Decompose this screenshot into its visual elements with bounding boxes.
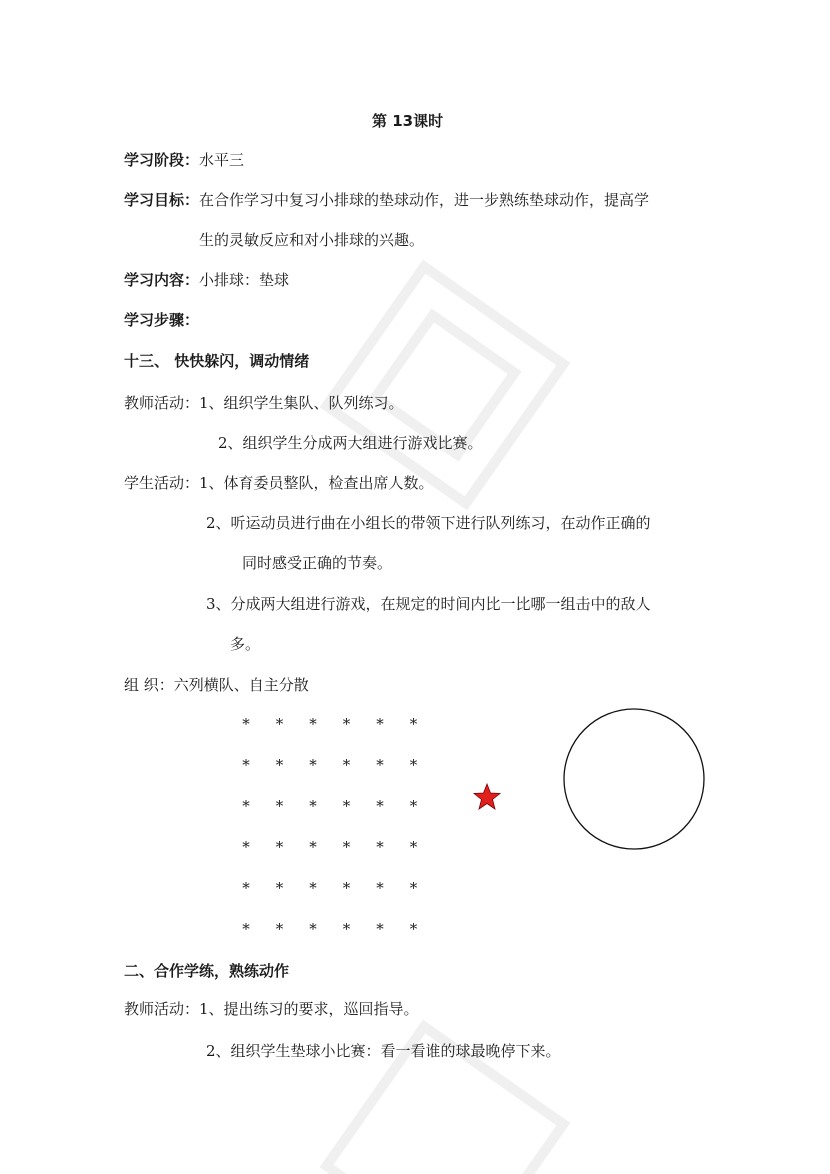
section1-student-line1	[124, 473, 434, 493]
student-mark: *	[309, 756, 317, 774]
stage-value: 水平三	[199, 151, 245, 169]
section2-heading: 二、合作学练，熟练动作	[124, 962, 290, 980]
student-mark: *	[376, 756, 384, 774]
student-mark: *	[409, 797, 418, 815]
student-mark: *	[275, 756, 284, 774]
section1-teacher-line1	[124, 393, 404, 413]
student-mark: *	[342, 879, 351, 897]
student-mark: *	[275, 797, 284, 815]
student-mark: *	[309, 797, 317, 815]
section2-teacher-label: 教师活动：	[124, 1000, 200, 1018]
section1-heading: 十三、 快快躲闪，调动情绪	[124, 352, 310, 370]
section1-student-item2-line1: 2、听运动员进行曲在小组长的带领下进行队列练习，在动作正确的	[206, 514, 651, 532]
student-mark: *	[342, 715, 351, 733]
section2-teacher-line1	[124, 999, 419, 1019]
student-mark: *	[376, 879, 384, 897]
section2-teacher-item1: 1、提出练习的要求，巡回指导。	[199, 1000, 419, 1018]
student-mark: *	[309, 920, 317, 938]
student-mark: *	[342, 920, 351, 938]
student-mark: *	[409, 838, 418, 856]
student-mark: *	[376, 715, 384, 733]
student-mark: *	[342, 797, 351, 815]
section1-student-item1: 1、体育委员整队，检查出席人数。	[199, 474, 434, 492]
student-mark: *	[242, 715, 250, 733]
organization-value: 六列横队、自主分散	[173, 676, 309, 694]
student-mark: *	[275, 879, 284, 897]
student-mark: *	[242, 879, 250, 897]
section2-teacher-item2: 2、组织学生垫球小比赛：看一看谁的球最晚停下来。	[206, 1042, 561, 1060]
teacher-star-icon	[472, 782, 502, 812]
content-value: 小排球：垫球	[199, 271, 290, 289]
organization-line	[124, 675, 309, 695]
section1-student-item3-line1: 3、分成两大组进行游戏，在规定的时间内比一比哪一组击中的敌人	[206, 595, 651, 613]
student-mark: *	[275, 838, 284, 856]
page-title: 第 13课时	[372, 112, 444, 130]
section1-student-item2-line2: 同时感受正确的节奏。	[242, 554, 393, 572]
section1-teacher-item1: 1、组织学生集队、队列练习。	[199, 394, 404, 412]
goal-label: 学习目标：	[124, 191, 200, 209]
stage-label: 学习阶段：	[124, 151, 200, 169]
stage-line	[124, 150, 244, 170]
section1-student-item3-line2: 多。	[230, 635, 261, 653]
student-mark: *	[242, 920, 250, 938]
section1-student-label: 学生活动：	[124, 474, 200, 492]
content-label: 学习内容：	[124, 271, 200, 289]
section1-teacher-item2: 2、组织学生分成两大组进行游戏比赛。	[218, 434, 483, 452]
student-mark: *	[309, 879, 317, 897]
game-area-circle	[563, 708, 705, 850]
student-mark: *	[376, 797, 384, 815]
student-mark: *	[242, 756, 250, 774]
content-line	[124, 270, 289, 290]
student-mark: *	[409, 756, 418, 774]
student-mark: *	[376, 920, 384, 938]
organization-label: 组 织：	[124, 676, 174, 694]
steps-label: 学习步骤：	[124, 311, 200, 329]
student-mark: *	[309, 838, 317, 856]
goal-text-line1: 在合作学习中复习小排球的垫球动作，进一步熟练垫球动作，提高学	[199, 191, 650, 209]
student-mark: *	[409, 920, 418, 938]
student-mark: *	[409, 715, 418, 733]
student-mark: *	[342, 756, 351, 774]
student-mark: *	[409, 879, 418, 897]
section1-teacher-label: 教师活动：	[124, 394, 200, 412]
student-mark: *	[309, 715, 317, 733]
student-mark: *	[376, 838, 384, 856]
goal-line	[124, 190, 649, 210]
student-mark: *	[342, 838, 351, 856]
student-mark: *	[275, 920, 284, 938]
goal-text-line2: 生的灵敏反应和对小排球的兴趣。	[199, 231, 425, 249]
student-mark: *	[242, 797, 250, 815]
student-formation	[230, 712, 430, 942]
student-mark: *	[242, 838, 250, 856]
student-mark: *	[275, 715, 284, 733]
